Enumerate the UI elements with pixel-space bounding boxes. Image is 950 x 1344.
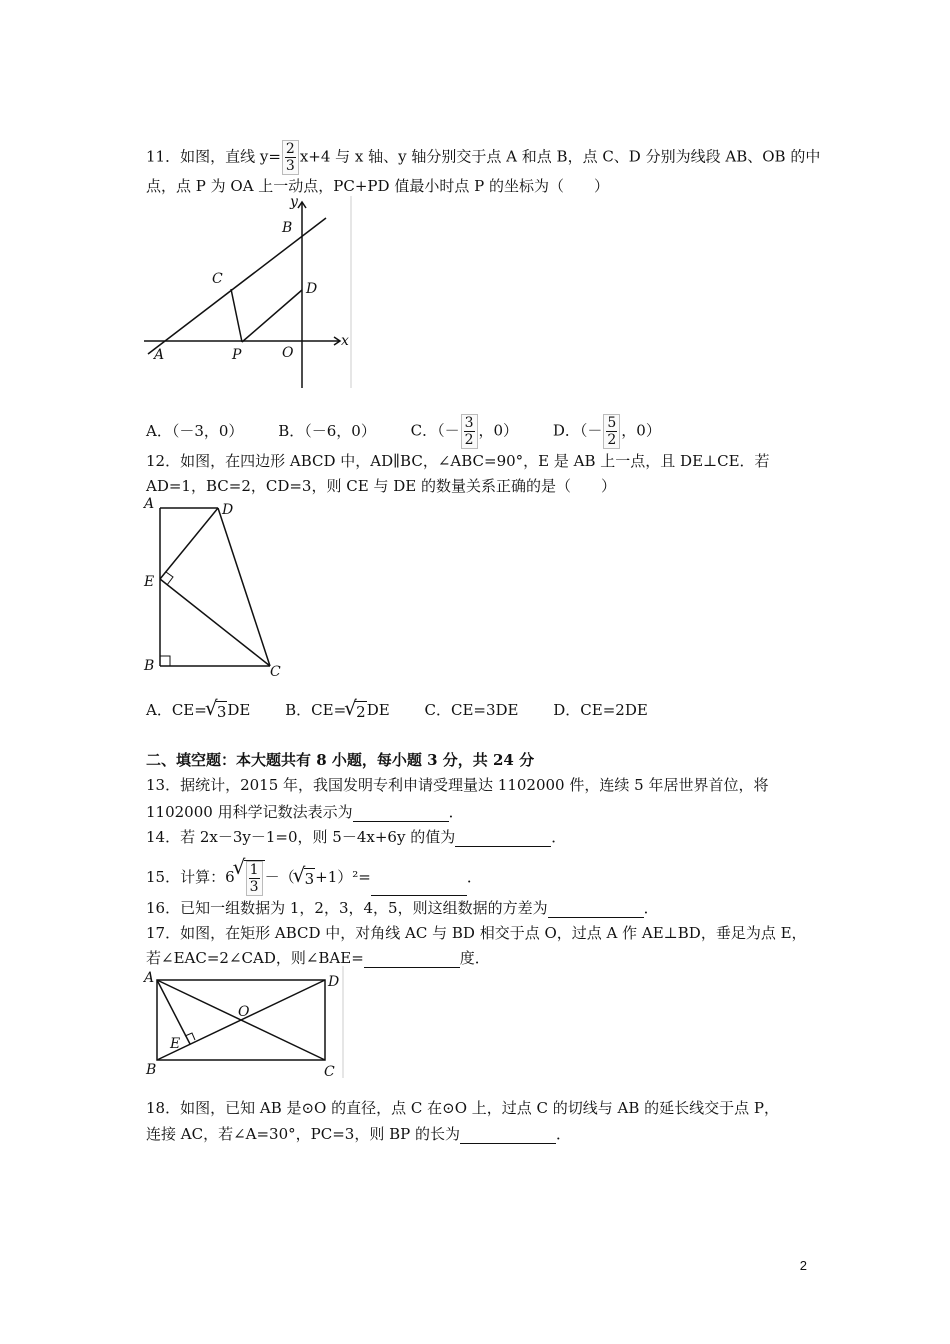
q16-line: 16．已知一组数据为 1，2，3，4，5，则这组数据的方差为 ．	[146, 899, 659, 917]
q12-line1: 12．如图，在四边形 ABCD 中，AD∥BC，∠ABC=90°，E 是 AB 上一点，且 DE⊥CE．若	[146, 452, 770, 470]
label-B: B	[146, 1062, 157, 1078]
page-number: 2	[799, 1258, 807, 1273]
label-E: E	[144, 574, 155, 590]
q12-figure	[140, 496, 290, 681]
label-A: A	[154, 347, 165, 363]
answer-blank[interactable]	[364, 951, 460, 968]
label-B: B	[144, 658, 155, 674]
q13-line2: 1102000 用科学记数法表示为 ．	[146, 803, 464, 821]
label-A: A	[144, 496, 155, 512]
label-B: B	[282, 220, 293, 236]
label-C: C	[324, 1064, 335, 1078]
q11-options: A．（－3，0） B．（－6，0） C．（－ $\frac{3}{2}$ ，0） D．（－ $\frac{5}{2}$ ，0）	[146, 415, 661, 448]
q14-line: 14．若 2x－3y－1=0，则 5－4x+6y 的值为 ．	[146, 828, 567, 846]
answer-blank[interactable]	[548, 901, 644, 918]
label-D: D	[328, 974, 340, 990]
q11-figure	[140, 196, 355, 388]
label-y: y	[290, 196, 298, 210]
q18-line1: 18．如图，已知 AB 是⊙O 的直径，点 C 在⊙O 上，过点 C 的切线与 AB 的延长线交于点 P，	[146, 1099, 780, 1117]
answer-blank[interactable]	[371, 879, 467, 896]
label-D: D	[306, 281, 318, 297]
fraction: $\frac{2}{3}$	[282, 140, 299, 175]
q17-line2: 若∠EAC=2∠CAD，则∠BAE= 度．	[146, 949, 490, 967]
q17-line1: 17．如图，在矩形 ABCD 中，对角线 AC 与 BD 相交于点 O，过点 A 作 AE⊥BD，垂足为点 E，	[146, 924, 807, 942]
q15-line: 15．计算：6 √ $\frac{1}{3}$ －（√ 3+1）²= ．	[146, 860, 482, 896]
label-E: E	[170, 1036, 181, 1052]
answer-blank[interactable]	[353, 805, 449, 822]
q13-line1: 13．据统计，2015 年，我国发明专利申请受理量达 1102000 件，连续 5 年居世界首位，将	[146, 776, 769, 794]
label-O: O	[282, 345, 294, 361]
label-D: D	[222, 502, 234, 518]
q12-options: A．CE=√ 3DE B．CE=√ 2DE C．CE=3DE D．CE=2DE	[146, 700, 678, 722]
q11-line1: 11．如图，直线 y= $\frac{2}{3}$ x+4 与 x 轴、y 轴分别交于点 A 和点 B，点 C、D 分别为线段 AB、OB 的中	[146, 141, 821, 174]
label-C: C	[212, 271, 223, 287]
label-C: C	[270, 664, 281, 680]
q17-figure	[140, 966, 345, 1078]
label-O: O	[238, 1004, 250, 1020]
answer-blank[interactable]	[460, 1127, 556, 1144]
q12-line2: AD=1，BC=2，CD=3，则 CE 与 DE 的数量关系正确的是（ ）	[146, 477, 616, 495]
q11-line2: 点，点 P 为 OA 上一动点，PC+PD 值最小时点 P 的坐标为（ ）	[146, 177, 609, 195]
label-P: P	[232, 347, 242, 363]
section-title: 二、填空题：本大题共有 8 小题，每小题 3 分，共 24 分	[146, 751, 535, 769]
label-A: A	[144, 970, 155, 986]
answer-blank[interactable]	[455, 830, 551, 847]
q18-line2: 连接 AC，若∠A=30°，PC=3，则 BP 的长为 ．	[146, 1125, 571, 1143]
label-x: x	[341, 333, 349, 349]
